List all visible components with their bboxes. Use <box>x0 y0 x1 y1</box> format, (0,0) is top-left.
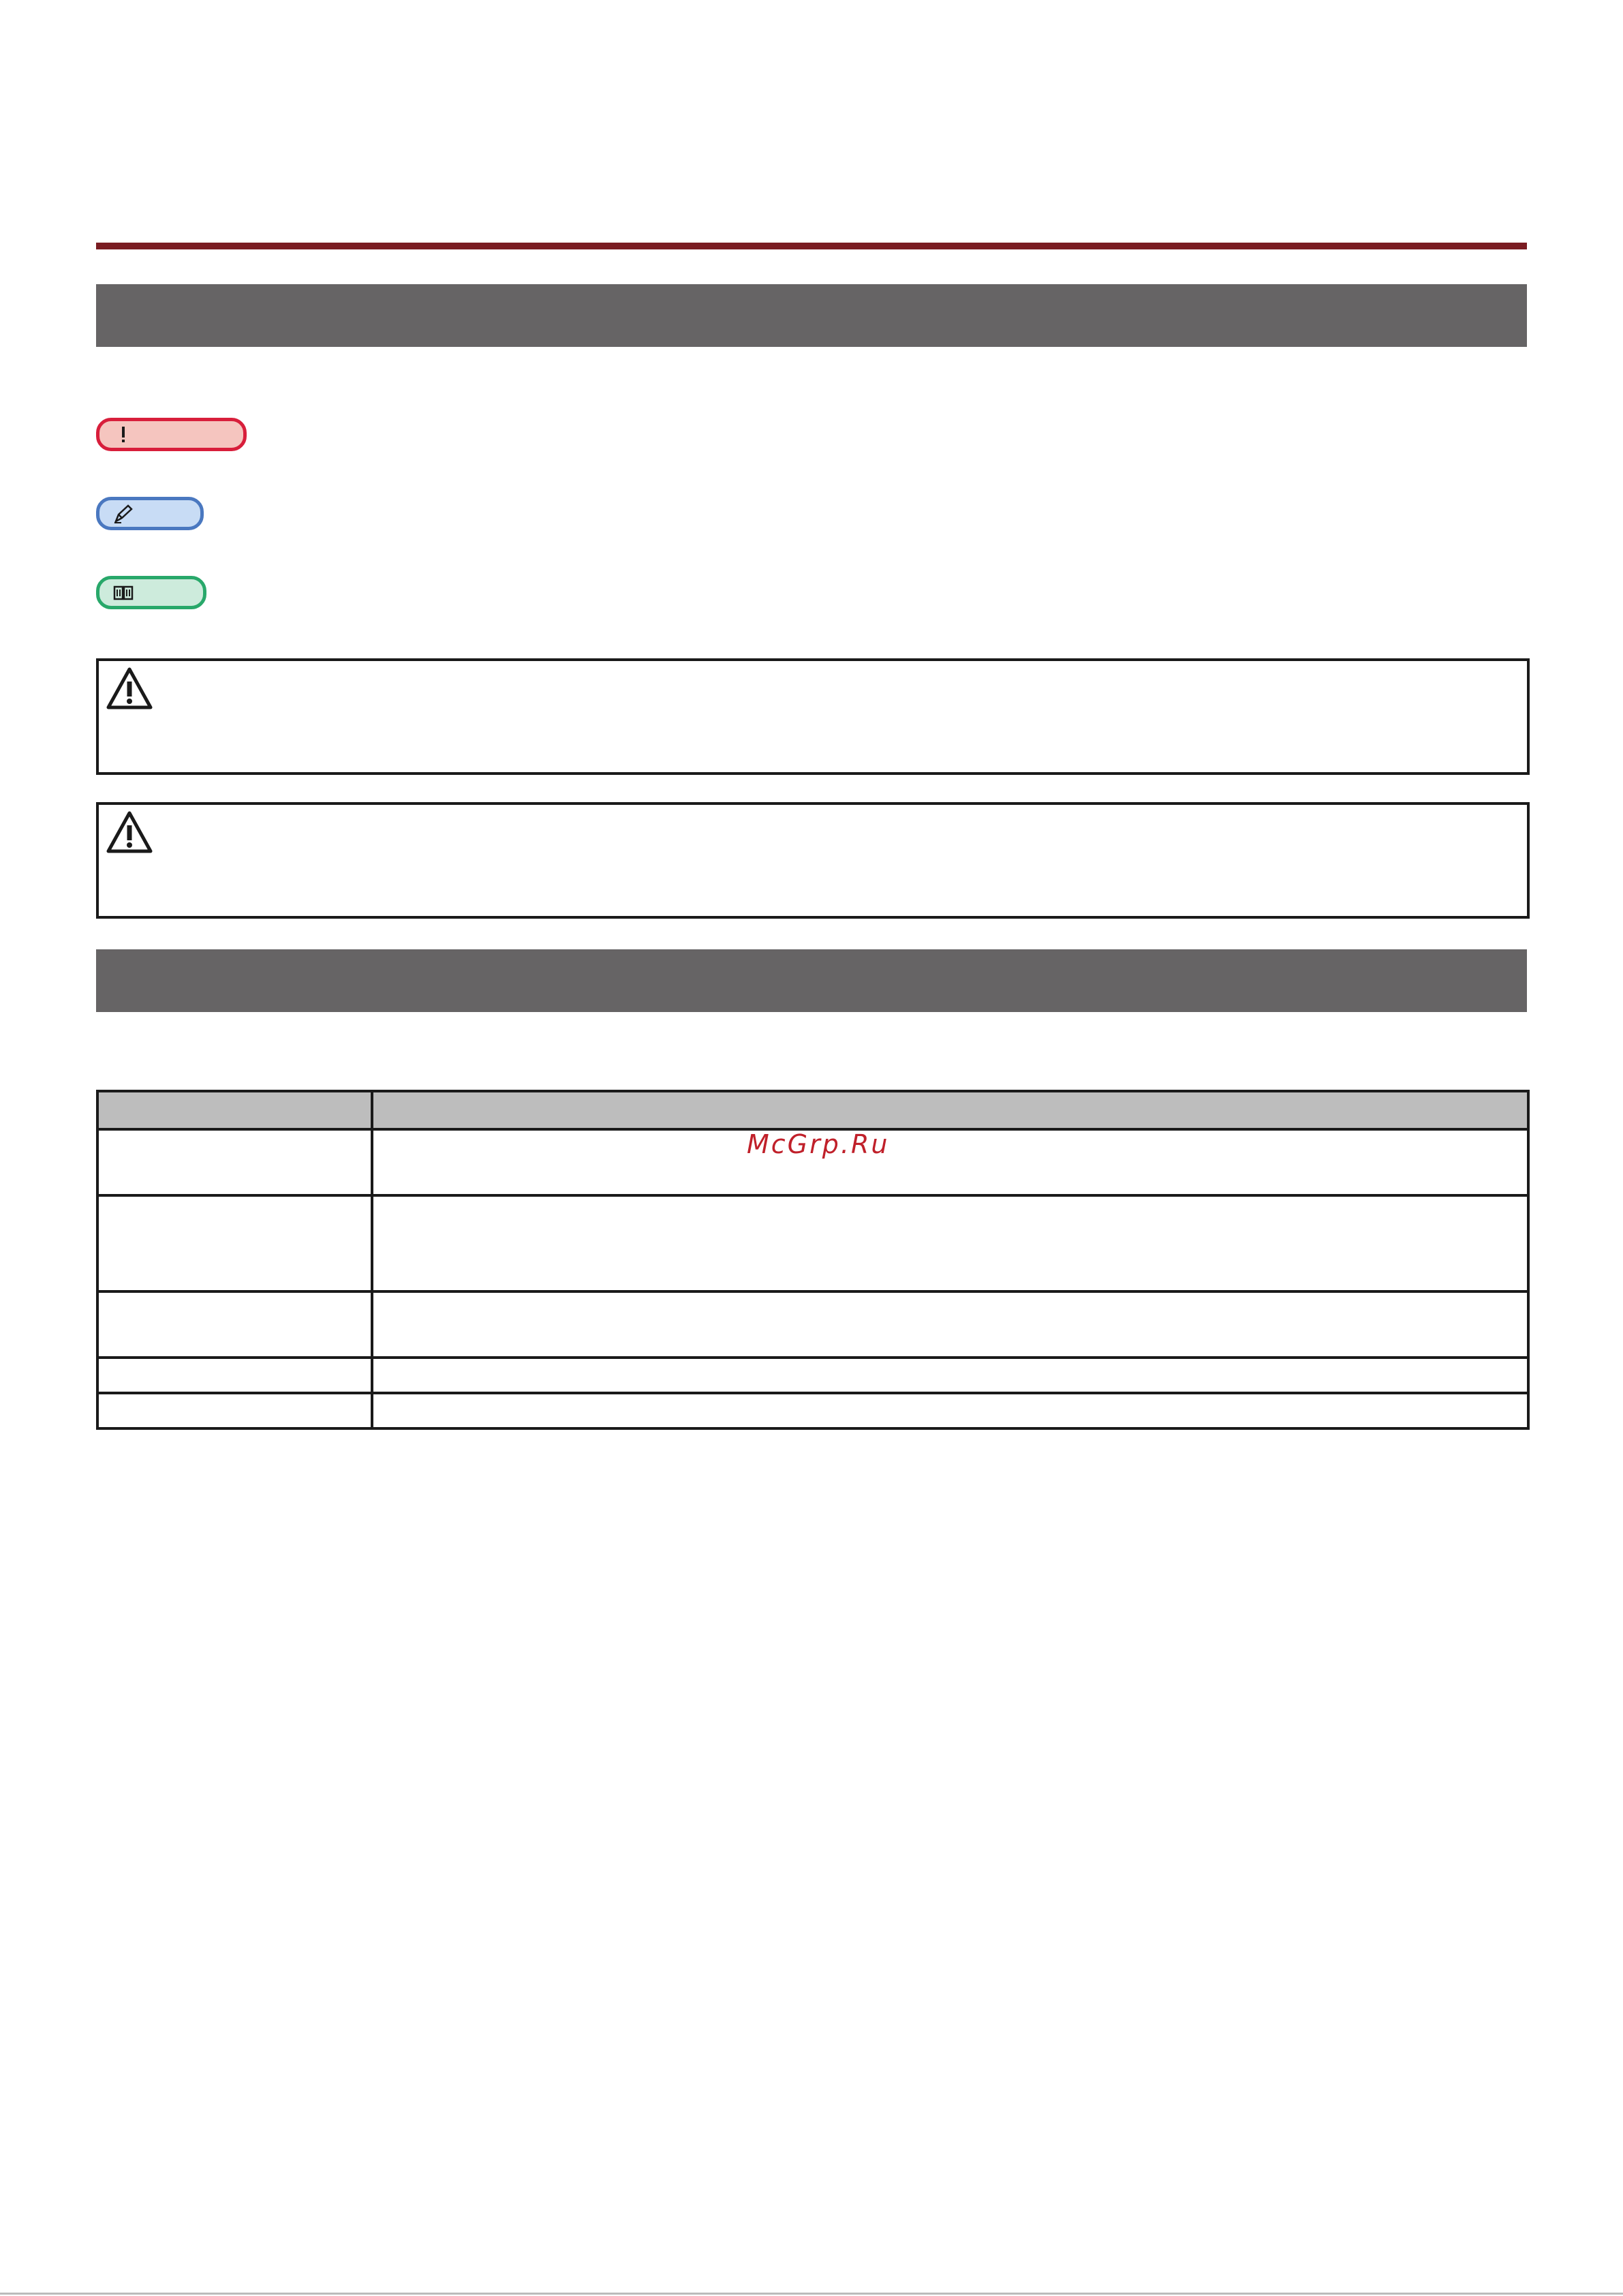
warning-triangle-icon <box>106 810 153 854</box>
table-cell <box>97 1358 372 1393</box>
watermark-text: McGrp.Ru <box>747 1129 890 1159</box>
table-row <box>97 1358 1528 1393</box>
book-icon <box>112 581 135 604</box>
page-bottom-line <box>0 2293 1623 2295</box>
warning-triangle-icon <box>106 667 153 710</box>
table-cell <box>372 1358 1528 1393</box>
table-cell <box>372 1291 1528 1358</box>
important-badge <box>96 418 247 451</box>
table-cell <box>97 1291 372 1358</box>
pencil-icon <box>112 502 135 525</box>
table-cell <box>372 1195 1528 1291</box>
section-header-bar <box>96 284 1527 347</box>
header-rule <box>96 243 1527 249</box>
reference-badge <box>96 576 206 609</box>
memo-badge <box>96 497 204 530</box>
exclamation-icon <box>112 423 135 446</box>
section-header-bar <box>96 949 1527 1012</box>
table-row <box>97 1291 1528 1358</box>
table-cell <box>97 1195 372 1291</box>
table-header-row <box>97 1091 1528 1129</box>
table-header-cell <box>372 1091 1528 1129</box>
table-cell <box>372 1393 1528 1428</box>
table-cell <box>97 1393 372 1428</box>
table-row <box>97 1393 1528 1428</box>
caution-box <box>96 802 1530 919</box>
table-cell <box>97 1129 372 1195</box>
table-row <box>97 1195 1528 1291</box>
table-cell <box>372 1129 1528 1195</box>
warning-box <box>96 658 1530 775</box>
table-header-cell <box>97 1091 372 1129</box>
